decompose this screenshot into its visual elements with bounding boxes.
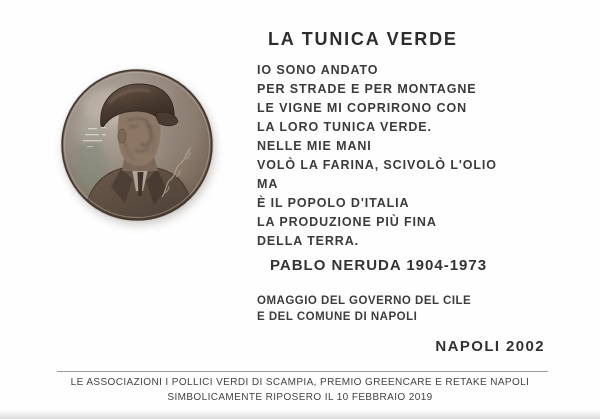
dedication bbox=[257, 293, 471, 325]
poem-line: LA PRODUZIONE PIÙ FINA bbox=[257, 215, 437, 229]
dedication-line: OMAGGIO DEL GOVERNO DEL CILE bbox=[257, 295, 472, 307]
plaque-title: LA TUNICA VERDE bbox=[268, 29, 458, 49]
neruda-medallion bbox=[61, 69, 213, 221]
photo-edge-shadow bbox=[0, 410, 600, 419]
footer-inscription-line-2: SIMBOLICAMENTE RIPOSERO IL 10 FEBBRAIO 2019 bbox=[167, 392, 433, 403]
poem-line: MA bbox=[257, 177, 279, 191]
poem-line: PER STRADE E PER MONTAGNE bbox=[257, 82, 477, 96]
poem-line: DELLA TERRA. bbox=[257, 234, 359, 248]
footer-divider bbox=[57, 371, 548, 372]
footer-inscription-line-1: LE ASSOCIAZIONI I POLLICI VERDI DI SCAMPIA, PREMIO GREENCARE E RETAKE NAPOLI bbox=[70, 377, 530, 388]
poem-line: IO SONO ANDATO bbox=[257, 63, 379, 77]
place-year: NAPOLI 2002 bbox=[435, 338, 545, 355]
poem bbox=[257, 61, 497, 251]
poem-line: VOLÒ LA FARINA, SCIVOLÒ L'OLIO bbox=[257, 158, 497, 172]
medal-graphic bbox=[61, 69, 213, 221]
poem-line: LE VIGNE MI COPRIRONO CON bbox=[257, 101, 468, 115]
ear bbox=[118, 129, 126, 143]
dedication-line: E DEL COMUNE DI NAPOLI bbox=[257, 311, 418, 323]
poem-line: È IL POPOLO D'ITALIA bbox=[257, 196, 410, 210]
author-attribution: PABLO NERUDA 1904-1973 bbox=[270, 257, 488, 274]
poem-line: NELLE MIE MANI bbox=[257, 139, 372, 153]
poem-line: LA LORO TUNICA VERDE. bbox=[257, 120, 432, 134]
